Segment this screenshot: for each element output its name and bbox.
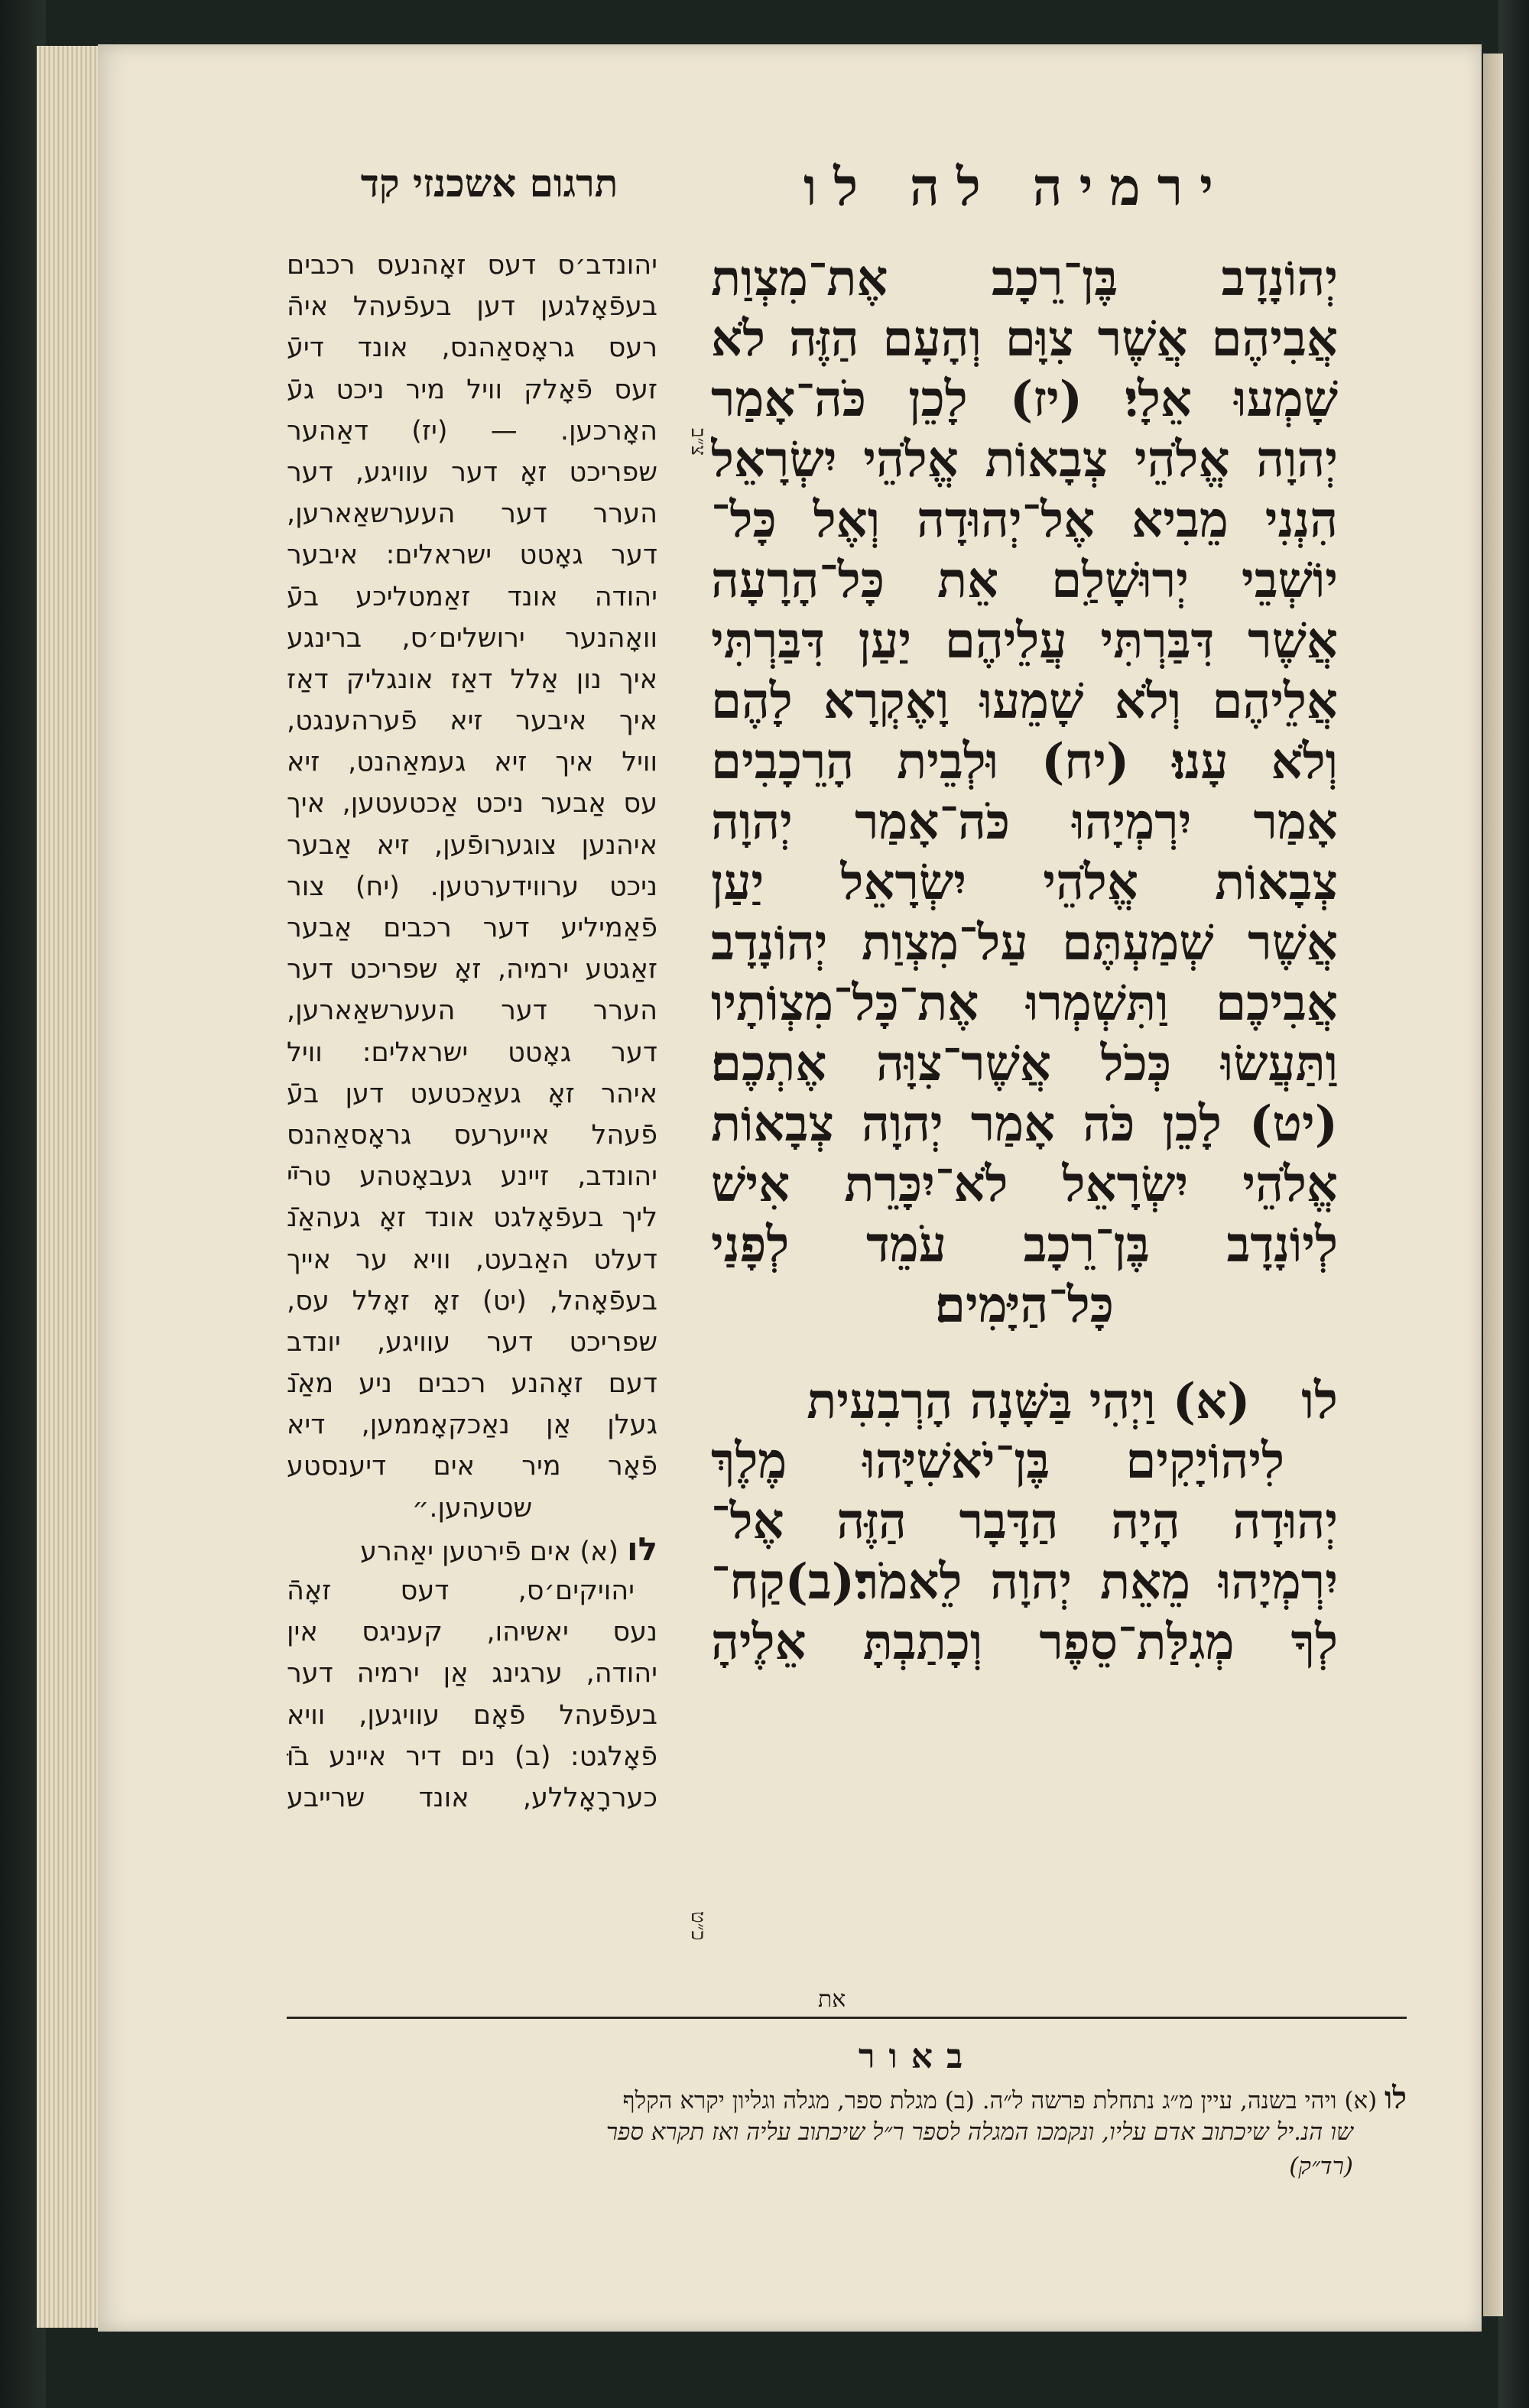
chapter-number: לו [627,1530,657,1568]
yiddish-line: איהנען צוגערופֿען, זיא אַבער [287,829,657,861]
yiddish-line: ליך בעפֿאָלגט אונד זאָ געהאַנֿ [287,1202,657,1234]
hebrew-line: (א) וַיְהִי בַּשָּׁנָה הָרְבִעִית [807,1373,1251,1430]
yiddish-line: וואָהנער ירושלים׳ס, ברינגע [287,622,657,654]
bible-running-header: ירמיה לה לו [803,157,1230,218]
yiddish-line: יהויקים׳ס, דעס זאָהֿ [287,1576,635,1606]
hebrew-line: צְבָאוֹת אֱלֹהֵי יִשְׂרָאֵל יַעַן [711,854,1338,911]
yiddish-line: איך נון אַלל דאַז אונגליק דאַז [287,664,657,695]
yiddish-line: (א) אים פֿירטען יאַהרע [360,1536,619,1567]
yiddish-line: געלן אַן נאַכקאָממען, דיא [287,1410,657,1441]
yiddish-line: בעפֿאָלגען דען בעפֿעהל איהֿ [287,291,657,323]
yiddish-line: יהודה, ערגינג אַן ירמיה דער [287,1658,657,1689]
hebrew-chapter-36-first-line [711,1371,1338,1431]
hebrew-line: אָמַר יִרְמְיָהוּ כֹּה־אָמַר יְהוָה [711,793,1338,851]
yiddish-line: פֿעהל אייערעס גראָסאַהנס [287,1119,657,1150]
yiddish-line: עס אַבער ניכט אַכטעטען, איך [287,788,657,819]
yiddish-line: וויל איך זיא געמאַהנט, זיא [287,747,657,778]
yiddish-line: יהונדב׳ס דעס זאָהנעס רכבים [287,250,657,281]
biur-line: שו הנ.יל שיכתוב אדם עליו, ונקמכו המגלה לספר ר״ל שיכתוב עליה ואז תקרא ספר [605,2118,1353,2146]
hebrew-line: הִנְנִי מֵבִיא אֶל־יְהוּדָה וְאֶל כָּל־ [711,492,1338,549]
hebrew-line: אֲשֶׁר שְׁמַעְתֶּם עַל־מִצְוַת יְהוֹנָדָב [711,914,1338,972]
yiddish-line: הערר דער העערשאַארען, [287,498,657,530]
hebrew-line: אֲבִיהֶם אֲשֶׁר צִוָּם וְהָעָם הַזֶּה לֹא [711,310,1338,368]
biur-title: באור [858,2037,977,2076]
yiddish-line: זעס פֿאָלק וויל מיר ניכט געֿ [287,374,657,405]
margin-note-2: כ״ט [687,1911,709,1941]
yiddish-line: איהר זאָ געאַכטעט דען בעֿ [287,1078,657,1109]
yiddish-line: בעפֿעהל פֿאָם עוויגען, וויא [287,1699,657,1731]
page-edges [37,46,106,2328]
chapter-break [711,1335,1338,1371]
yiddish-line: איך איבער זיא פֿערהענגט, [287,706,657,737]
next-page-edge [1483,54,1503,2316]
yiddish-translation-column [287,245,657,1819]
yiddish-line: האָרכען. — (יז) דאַהער [287,415,657,446]
yiddish-line: רעס גראָסאַהנס, אונד דיעֿ [287,333,657,364]
biur-line-text: (א) ויהי בשנה, עיין מ״ג נתחלת פרשה ל״ה. (ב) מגלת ספר, מגלה וגליון יקרא הקלף [622,2087,1378,2114]
footnote-divider [287,2017,1407,2019]
hebrew-line: כָּל־הַיָּמִים׃ [935,1277,1114,1334]
yiddish-line: דעלט האַבעט, וויא ער אייך [287,1244,657,1275]
yiddish-line: זאַגטע ירמיה, זאָ שפריכט דער [287,954,657,985]
yiddish-line: פֿאַמיליע דער רכבים אַבער [287,913,657,943]
biur-line [287,2081,1407,2115]
yiddish-line: דער גאָטט ישראלים: וויל [287,1037,657,1068]
yiddish-line: יהודה אונד זאַמטליכע בעֿ [287,581,657,612]
yiddish-line: שפריכט דער עוויגע, יונדב [287,1326,657,1358]
book-cover-right [1498,0,1529,2408]
targum-running-header: תרגום אשכנזי קד [360,161,618,206]
hebrew-line: אֲשֶׁר דִּבַּרְתִּי עֲלֵיהֶם יַעַן דִּבַּרְתִּי [711,612,1338,670]
yiddish-line: בעפֿאָהל, (יט) זאָ זאָלל עס, [287,1285,657,1316]
yiddish-line: שפריכט זאָ דער עוויגע, דער [287,456,657,488]
yiddish-line: יהונדב, זיינע געבאָטהע טרייֿ [287,1161,657,1193]
hebrew-line: לְךָ מְגִלַּת־סֵפֶר וְכָתַבְתָּ אֵלֶיהָ [711,1614,1338,1671]
hebrew-line: לְיוֹנָדָב בֶּן־רֵכָב עֹמֵד לְפָנַי [711,1216,1338,1274]
hebrew-line: (יט) לָכֵן כֹּה אָמַר יְהוָה צְבָאוֹת [711,1095,1338,1153]
yiddish-line: ניכט ערווידערטען. (יח) צור [287,871,657,902]
hebrew-line: שָׁמְעוּ אֵלָי׃ (יז) לָכֵן כֹּה־אָמַר [711,371,1338,428]
yiddish-chapter-36-first-line [287,1529,657,1570]
hebrew-line: אֱלֹהֵי יִשְׂרָאֵל לֹא־יִכָּרֵת אִישׁ [711,1156,1338,1213]
hebrew-line: אֲבִיכֶם וַתִּשְׁמְרוּ אֶת־כָּל־מִצְוֹתָיו [711,975,1338,1032]
yiddish-line: הערר דער העערשאַארען, [287,995,657,1027]
chapter-number: לו [1301,1371,1338,1430]
hebrew-line: יְהוּדָה הָיָה הַדָּבָר הַזֶּה אֶל־ [711,1493,1338,1550]
biur-line: (רד״ק) [1289,2153,1353,2180]
biur-chapter-number: לו [1385,2081,1407,2115]
hebrew-line: וַתַּעֲשׂוּ כְּכֹל אֲשֶׁר־צִוָּה אֶתְכֶם׃ [711,1035,1338,1092]
hebrew-line: יִרְמְיָהוּ מֵאֵת יְהוָה לֵאמֹר׃(ב)קַח־ [711,1553,1338,1611]
yiddish-line: שטעהען.״ [411,1492,533,1524]
yiddish-line: פֿאָלגט: (ב) נים דיר איינע בוּֿ [287,1741,657,1772]
hebrew-line: יְהוֹנָדָב בֶּן־רֵכָב אֶת־מִצְוַת [711,250,1338,307]
yiddish-line: דער גאָטט ישראלים: איבער [287,540,657,571]
yiddish-line: כעררָאָללע, אונד שרייבע [287,1782,657,1813]
hebrew-line: וְלֹא עָנוּ׃ (יח) וּלְבֵית הָרֵכָבִים [711,733,1338,790]
margin-note-1: צ״ב [687,428,709,456]
biur-commentary [287,2081,1407,2184]
yiddish-line: נעס יאשיהו, קעניגס אין [287,1617,657,1648]
hebrew-line: יְהוָה אֱלֹהֵי צְבָאוֹת אֱלֹהֵי יִשְׂרָאֵל [711,431,1338,488]
hebrew-line: אֲלֵיהֶם וְלֹא שָׁמֵעוּ וָאֶקְרָא לָהֶם [711,673,1338,730]
yiddish-line: דעם זאָהנע רכבים ניע מאַנֿ [287,1368,657,1400]
hebrew-text-column [711,248,1338,1673]
hebrew-line: לִיהוֹיָקִים בֶּן־יֹאשִׁיָּהוּ מֶלֶךְ [711,1433,1284,1490]
yiddish-line: פֿאָר מיר אים דיענסטע [287,1451,657,1482]
catchword: את [818,1986,846,2013]
hebrew-line: יוֹשְׁבֵי יְרוּשָׁלִַם אֵת כָּל־הָרָעָה [711,552,1338,609]
